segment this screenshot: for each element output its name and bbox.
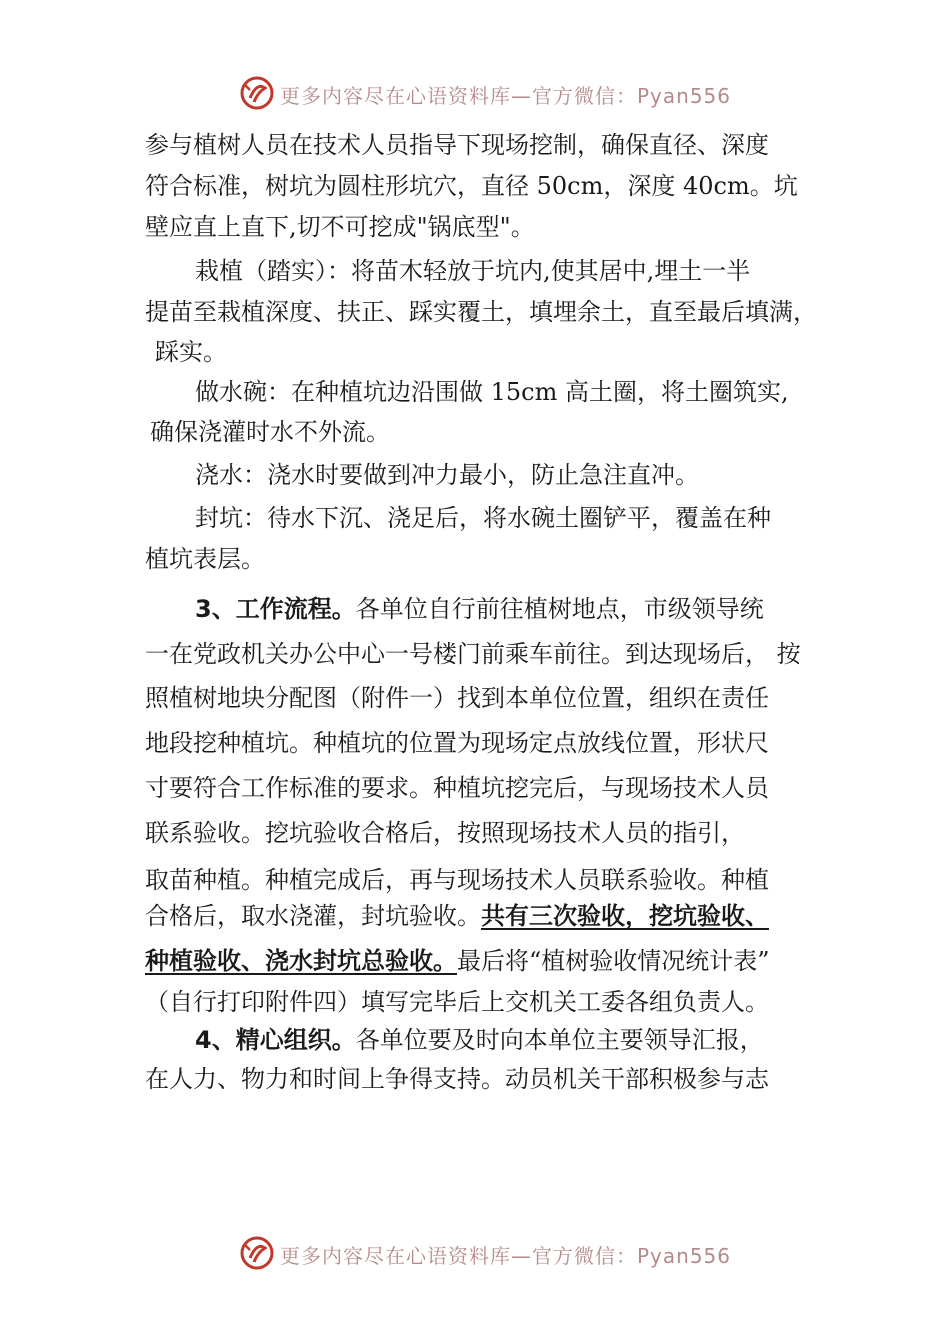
text-line: 提苗至栽植深度、扶正、踩实覆土，填埋余土，直至最后填满， [145, 298, 817, 326]
watermark-text: 更多内容尽在心语资料库—官方微信：Pyan556 [280, 84, 732, 108]
text-line: 做水碗：在种植坑边沿围做 15cm 高土圈，将土圈筑实, [195, 378, 789, 406]
text-line: 符合标准，树坑为圆柱形坑穴，直径 50cm，深度 40cm。坑 [145, 172, 798, 200]
footer-watermark [0, 1232, 950, 1272]
section-4-line [195, 1025, 764, 1055]
text-line: 地段挖种植坑。种植坑的位置为现场定点放线位置，形状尺 [145, 729, 769, 757]
text-line: 取苗种植。种植完成后，再与现场技术人员联系验收。种植 [145, 866, 769, 894]
text-line: 参与植树人员在技术人员指导下现场挖制，确保直径、深度 [145, 131, 769, 159]
section-3-line [195, 594, 764, 624]
text-line: 确保浇灌时水不外流。 [150, 418, 390, 446]
section-3-heading: 3、工作流程。 [195, 595, 356, 623]
emphasis-text: 种植验收、浇水封坑总验收。 [145, 947, 457, 975]
logo-icon [238, 74, 276, 112]
text-span: 各单位要及时向本单位主要领导汇报， [355, 1026, 764, 1054]
text-line [145, 946, 770, 976]
watermark-text: 更多内容尽在心语资料库—官方微信：Pyan556 [280, 1244, 732, 1268]
text-line [145, 901, 769, 931]
text-span: 各单位自行前往植树地点，市级领导统 [355, 595, 764, 623]
text-line: 壁应直上直下,切不可挖成"锅底型"。 [145, 213, 535, 241]
header-watermark [0, 72, 950, 112]
emphasis-text: 共有三次验收，挖坑验收、 [481, 902, 769, 930]
text-line: 照植树地块分配图（附件一）找到本单位位置，组织在责任 [145, 684, 769, 712]
logo-icon [238, 1234, 276, 1272]
section-4-heading: 4、精心组织。 [195, 1026, 356, 1054]
text-line: 植坑表层。 [145, 545, 265, 573]
text-line: 封坑：待水下沉、浇足后，将水碗土圈铲平，覆盖在种 [195, 504, 771, 532]
text-line: 在人力、物力和时间上争得支持。动员机关干部积极参与志 [145, 1065, 769, 1093]
text-span: 最后将“植树验收情况统计表” [457, 947, 770, 975]
text-line: 踩实。 [155, 338, 227, 366]
text-line: 一在党政机关办公中心一号楼门前乘车前往。到达现场后， 按 [145, 640, 801, 668]
text-span: 合格后，取水浇灌，封坑验收。 [145, 902, 481, 930]
text-line: 浇水：浇水时要做到冲力最小，防止急注直冲。 [195, 461, 699, 489]
text-line: 联系验收。挖坑验收合格后，按照现场技术人员的指引， [145, 819, 745, 847]
text-line: （自行打印附件四）填写完毕后上交机关工委各组负责人。 [145, 988, 769, 1016]
text-line: 栽植（踏实）：将苗木轻放于坑内,使其居中,埋土一半 [195, 257, 751, 285]
text-line: 寸要符合工作标准的要求。种植坑挖完后，与现场技术人员 [145, 774, 769, 802]
